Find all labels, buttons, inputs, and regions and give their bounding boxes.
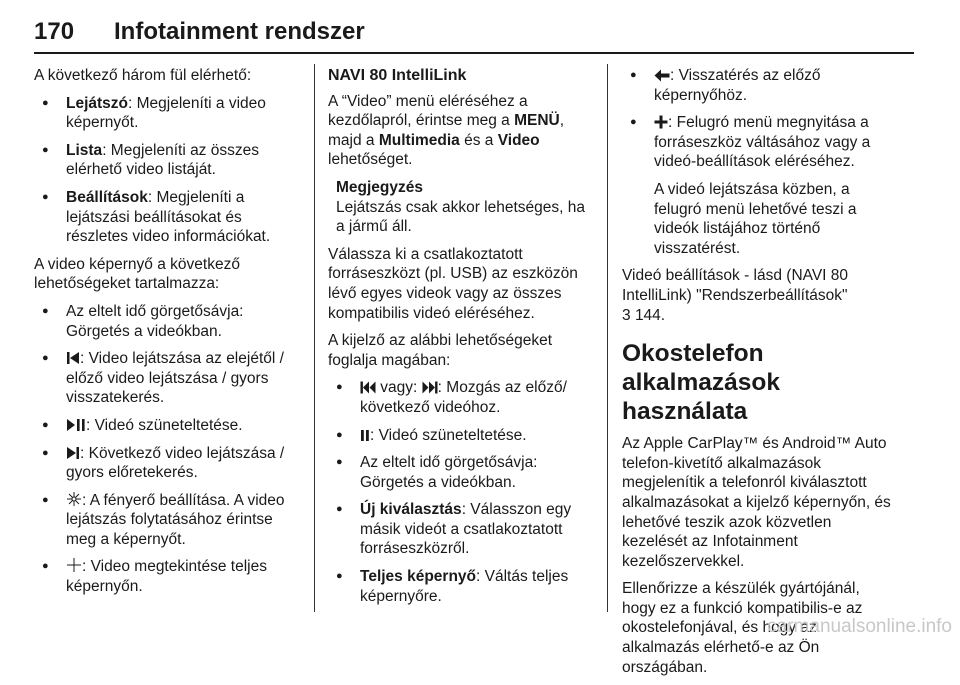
play-pause-icon [66, 417, 86, 434]
plus-icon [654, 114, 668, 131]
list-item: ● Beállítások: Megjeleníti a lejátszási beállításokat és részletes video információkat. [34, 188, 306, 247]
note-box [328, 178, 596, 237]
source-paragraph: Válassza ki a csatlakoztatott forráseszközt (pl. USB) az eszközön lévő egyes videok vagy az összes kompatibilis videó eléréséhez. [328, 245, 578, 322]
reference-symbol: 3 [622, 306, 631, 324]
display-intro: A kijelző az alábbi lehetőségeket foglalja magában: [328, 332, 553, 369]
list-item: ● Lista: Megjeleníti az összes elérhető video listáját. [34, 141, 306, 180]
list-item: ● : Videó szüneteltetése. [328, 426, 596, 446]
list-item: ● : Videó szüneteltetése. [34, 416, 306, 436]
column-3 [622, 66, 892, 685]
page-title: Infotainment rendszer [114, 18, 365, 45]
next-track-icon [422, 379, 438, 396]
popup-note: A videó lejátszása közben, a felugró menü lehetővé teszi a videók listájához történő visszatérést. [654, 180, 857, 257]
pause-icon [360, 427, 370, 444]
page-header [34, 8, 914, 56]
header-rule [34, 52, 914, 54]
list-item: ● vagy: : Mozgás az előző/ következő videóhoz. [328, 378, 596, 417]
list-item: ● : Video megtekintése teljes képernyőn. [34, 557, 306, 596]
column-1 [34, 66, 306, 605]
column-2 [328, 66, 596, 614]
controls-list [622, 66, 892, 172]
list-item: ● Lejátszó: Megjeleníti a video képernyőt. [34, 94, 306, 133]
list-item: ● Új kiválasztás: Válasszon egy másik videót a csatlakoztatott forráseszközről. [328, 500, 596, 559]
smartphone-paragraph-1: Az Apple CarPlay™ és Android™ Auto telefon-kivetítő alkalmazások megjelenítik a telefonról kiválasztott alkalmazásokat a kijelző képernyőn, és lehetővé teszik azok közvetlen kezelését az Infotainment kezelőszervekkel. [622, 435, 891, 570]
tabs-list [34, 94, 306, 247]
skip-back-icon [66, 350, 80, 367]
section-heading-smartphone: Okostelefon alkalmazások használata [622, 340, 780, 426]
list-item: ● Az eltelt idő görgetősávja: Görgetés a videókban. [34, 302, 306, 341]
reference-page: 144. [634, 306, 666, 324]
video-menu-paragraph: A “Video” menü eléréséhez a kezdőlapról, érintse meg a MENÜ, majd a Multimedia és a Video lehetőséget. [328, 92, 565, 169]
skip-forward-icon [66, 445, 80, 462]
column-divider-2 [607, 64, 608, 612]
page-number: 170 [34, 18, 75, 45]
tabs-intro: A következő három fül elérhető: [34, 67, 252, 84]
prev-track-icon [360, 379, 376, 396]
back-arrow-icon [654, 67, 670, 84]
smartphone-paragraph-2: Ellenőrizze a készülék gyártójánál, hogy ez a funkció kompatibilis-e az okostelefonjával, és hogy az alkalmazás elérhető-e az Ön országában. [622, 580, 863, 676]
section-heading: NAVI 80 IntelliLink [328, 67, 467, 84]
brightness-icon [66, 492, 82, 509]
note-title: Megjegyzés [336, 178, 424, 196]
column-divider-1 [314, 64, 315, 612]
list-item: ● Teljes képernyő: Váltás teljes képernyőre. [328, 567, 596, 606]
list-item: ● : Visszatérés az előző képernyőhöz. [622, 66, 892, 105]
list-item: ● : Video lejátszása az elejétől / előző video lejátszása / gyors visszatekerés. [34, 349, 306, 408]
fullscreen-icon [66, 558, 82, 575]
list-item: ● : Következő video lejátszása / gyors előretekerés. [34, 444, 306, 483]
watermark: carmanualsonline.info [767, 616, 952, 637]
screen-options-list [34, 302, 306, 597]
settings-reference: Videó beállítások - lásd (NAVI 80 IntelliLink) "Rendszerbeállítások" 3 144. [622, 267, 849, 324]
list-item: ● : Felugró menü megnyitása a forráseszköz váltásához vagy a videó-beállítások eléréséhez. [622, 113, 892, 172]
list-item: ● Az eltelt idő görgetősávja: Görgetés a videókban. [328, 453, 596, 492]
display-options-list [328, 378, 596, 606]
screen-intro: A video képernyő a következő lehetőségeket tartalmazza: [34, 255, 240, 293]
note-text: Lejátszás csak akkor lehetséges, ha a jármű áll. [336, 198, 585, 236]
list-item: ● : A fényerő beállítása. A video lejátszás folytatásához érintse meg a képernyőt. [34, 491, 306, 550]
